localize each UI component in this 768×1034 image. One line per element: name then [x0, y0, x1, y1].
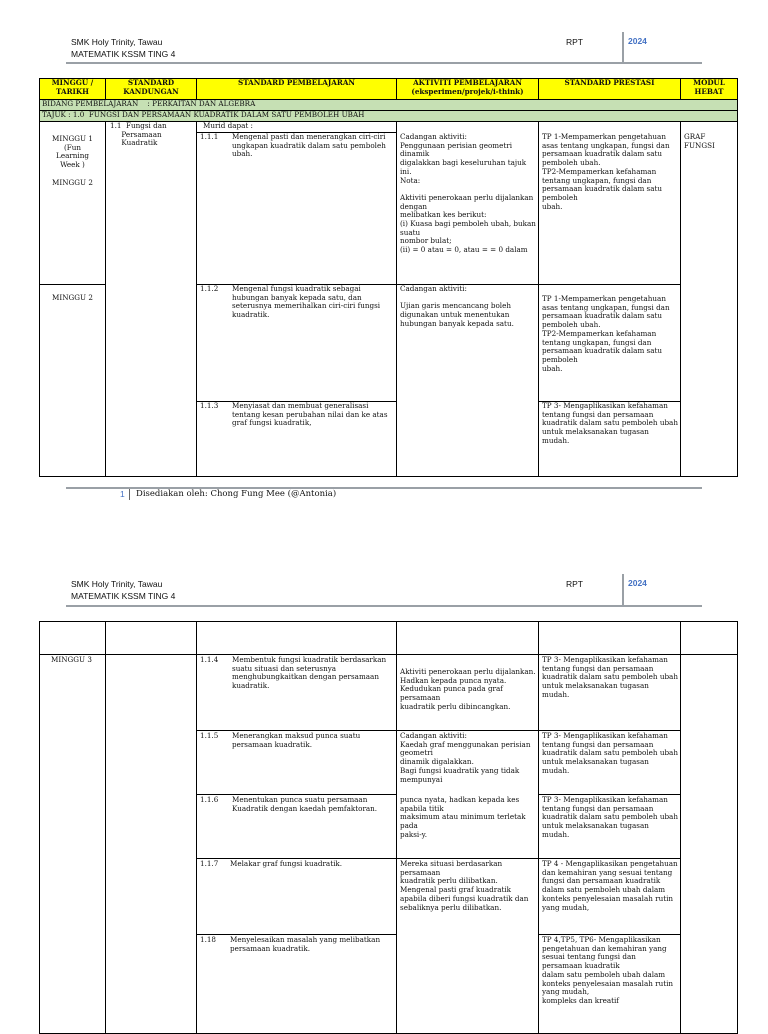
p1-sp-111: Mengenal pasti dan menerangkan ciri-ciri ungkapan kuadratik dalam satu pemboleh ubah. — [232, 132, 386, 159]
subject-title-p2: MATEMATIK KSSM TING 4 — [71, 591, 176, 601]
p2-th-4 — [396, 621, 539, 655]
p2-code-118: 1.18 — [200, 935, 217, 944]
p2-col-modul — [680, 654, 738, 1034]
p2-th-1 — [39, 621, 106, 655]
doc-type-p2: RPT — [566, 579, 583, 589]
p2-sp-118: Menyelesaikan masalah yang melibatkan persamaan kuadratik. — [230, 935, 381, 953]
prepared-by: Disediakan oleh: Chong Fung Mee (@Antonia) — [136, 489, 337, 499]
p2-prestasi-r3: TP 3- Mengaplikasikan kefahaman tentang fungsi dan persamaan kuadratik dalam satu pemboleh ubah untuk melaksanakan tugasan mudah. — [542, 795, 678, 839]
p1-prestasi-r2: TP 1-Mempamerkan pengetahuan asas tentang ungkapan, fungsi dan persamaan kuadratik dalam satu pemboleh ubah. TP2-Mempamerkan kefahaman tentang ungkapan, fungsi dan persamaan kuadratik dalam satu pemboleh ubah. — [542, 294, 670, 373]
p2-code-114: 1.1.4 — [200, 655, 219, 664]
th-aktiviti-text: AKTIVITI PEMBELAJARAN (eksperimen/projek/i-think) — [411, 78, 524, 96]
p1-prestasi-r3: TP 3- Mengaplikasikan kefahaman tentang fungsi dan persamaan kuadratik dalam satu pemboleh ubah untuk melaksanakan tugasan mudah. — [542, 401, 678, 445]
th-minggu-text: MINGGU / TARIKH — [51, 78, 94, 96]
p1-akt-r2: Cadangan aktiviti: Ujian garis mencancang boleh digunakan untuk menentukan hubungan banyak kepada satu. — [400, 284, 514, 328]
header-rule — [66, 62, 702, 64]
p2-th-5 — [538, 621, 681, 655]
p1-code-112: 1.1.2 — [200, 284, 219, 293]
footer-divider — [129, 489, 130, 500]
p2-th-2 — [105, 621, 197, 655]
header-divider — [622, 32, 624, 62]
tajuk-text: TAJUK : 1.0 FUNGSI DAN PERSAMAAN KUADRATIK DALAM SATU PEMBOLEH UBAH — [42, 110, 365, 119]
p2-akt-r3: punca nyata, hadkan kepada kes apabila titik maksimum atau minimum terletak pada paksi-y. — [400, 795, 526, 839]
p1-prestasi-r1: TP 1-Mempamerkan pengetahuan asas tentang ungkapan, fungsi dan persamaan kuadratik dalam satu pemboleh ubah. TP2-Mempamerkan kefahaman tentang ungkapan, fungsi dan persamaan kuadratik dalam satu pemboleh ubah. — [542, 132, 670, 211]
p1-minggu-1: MINGGU 1 (Fun Learning Week ) MINGGU 2 — [52, 134, 93, 187]
p1-col-minggu-r2 — [39, 284, 106, 477]
header-rule-p2 — [66, 605, 702, 607]
p2-sp-115: Menerangkan maksud punca suatu persamaan kuadratik. — [232, 731, 361, 749]
th-modul-text: MODUL HEBAT — [693, 78, 725, 96]
p1-murid-text: Murid dapat : — [203, 121, 253, 130]
p2-sp-114: Membentuk fungsi kuadratik berdasarkan suatu situasi dan seterusnya menghubungkaitkan dengan persamaan kuadratik. — [232, 655, 387, 691]
p2-akt-r1: Aktiviti penerokaan perlu dijalankan. Hadkan kepada punca nyata. Kedudukan punca pada graf persamaan kuadratik perlu dibincangkan. — [400, 667, 536, 711]
p2-prestasi-r4: TP 4 - Mengaplikasikan pengetahuan dan kemahiran yang sesuai tentang fungsi dan persamaan kuadratik dalam satu pemboleh ubah dalam konteks penyelesaian masalah rutin yang mudah, — [542, 859, 678, 912]
school-name: SMK Holy Trinity, Tawau — [71, 37, 163, 47]
p2-th-6 — [680, 621, 738, 655]
p2-akt-r2: Cadangan aktiviti: Kaedah graf menggunakan perisian geometri dinamik digalakkan. Bagi fungsi kuadratik yang tidak mempunyai — [400, 731, 531, 784]
year-label: 2024 — [628, 36, 647, 46]
p1-modul-text: GRAF FUNGSI — [684, 132, 715, 150]
p2-code-116: 1.1.6 — [200, 795, 219, 804]
p1-akt-r1: Cadangan aktiviti: Penggunaan perisian geometri dinamik digalakkan bagi keseluruhan tajuk ini. Nota: Aktiviti penerokaan perlu dijalankan dengan melibatkan kes berikut: (i) Kuasa bagi pemboleh ubah, bukan suatu nombor bulat; (ii) = 0 atau = 0, atau = = 0 dalam — [400, 132, 536, 255]
p2-prestasi-r5: TP 4,TP5, TP6- Mengaplikasikan pengetahuan dan kemahiran yang sesuai tentang fungsi dan persamaan kuadratik dalam satu pemboleh ubah dalam konteks penyelesaian masalah rutin yang mudah, kompleks dan kreatif — [542, 935, 674, 1005]
th-sk-text: STANDARD KANDUNGAN — [123, 78, 179, 96]
school-name-p2: SMK Holy Trinity, Tawau — [71, 579, 163, 589]
p2-sp-r4 — [196, 858, 397, 935]
p1-sp-112: Mengenal fungsi kuadratik sebagai hubungan banyak kepada satu, dan seterusnya memerihalkan ciri-ciri fungsi kuadratik. — [232, 284, 381, 320]
p1-minggu-2: MINGGU 2 — [52, 293, 93, 302]
p2-sp-117: Melakar graf fungsi kuadratik. — [230, 859, 343, 868]
p2-sp-116: Menentukan punca suatu persamaan Kuadratik dengan kaedah pemfaktoran. — [232, 795, 378, 813]
p1-sk-text: 1.1 Fungsi dan Persamaan Kuadratik — [110, 121, 167, 148]
p2-prestasi-r2: TP 3- Mengaplikasikan kefahaman tentang fungsi dan persamaan kuadratik dalam satu pemboleh ubah untuk melaksanakan tugasan mudah. — [542, 731, 678, 775]
th-sp-text: STANDARD PEMBELAJARAN — [238, 78, 355, 87]
p2-code-117: 1.1.7 — [200, 859, 219, 868]
doc-type: RPT — [566, 37, 583, 47]
subject-title: MATEMATIK KSSM TING 4 — [71, 49, 176, 59]
th-prestasi-text: STANDARD PRESTASI — [564, 78, 655, 87]
p2-akt-r4: Mereka situasi berdasarkan persamaan kuadratik perlu dilibatkan. Mengenal pasti graf kuadratik apabila diberi fungsi kuadratik dan sebaliknya perlu dilibatkan. — [400, 859, 529, 912]
p2-code-115: 1.1.5 — [200, 731, 219, 740]
p1-code-113: 1.1.3 — [200, 401, 219, 410]
p2-minggu-3: MINGGU 3 — [51, 655, 92, 664]
year-label-p2: 2024 — [628, 578, 647, 588]
bidang-text: BIDANG PEMBELAJARAN : PERKAITAN DAN ALGEBRA — [42, 99, 256, 108]
p1-code-111: 1.1.1 — [200, 132, 219, 141]
p2-col-sk — [105, 654, 197, 1034]
page-number: 1 — [120, 489, 125, 499]
p1-col-sk — [105, 121, 197, 477]
p2-col-minggu — [39, 654, 106, 1034]
p1-modul — [680, 121, 738, 477]
header-divider-p2 — [622, 574, 624, 606]
p1-sp-113: Menyiasat dan membuat generalisasi tentang kesan perubahan nilai dan ke atas graf fungsi kuadratik, — [232, 401, 388, 428]
p2-prestasi-r1: TP 3- Mengaplikasikan kefahaman tentang fungsi dan persamaan kuadratik dalam satu pemboleh ubah untuk melaksanakan tugasan mudah. — [542, 655, 678, 699]
p2-th-3 — [196, 621, 397, 655]
